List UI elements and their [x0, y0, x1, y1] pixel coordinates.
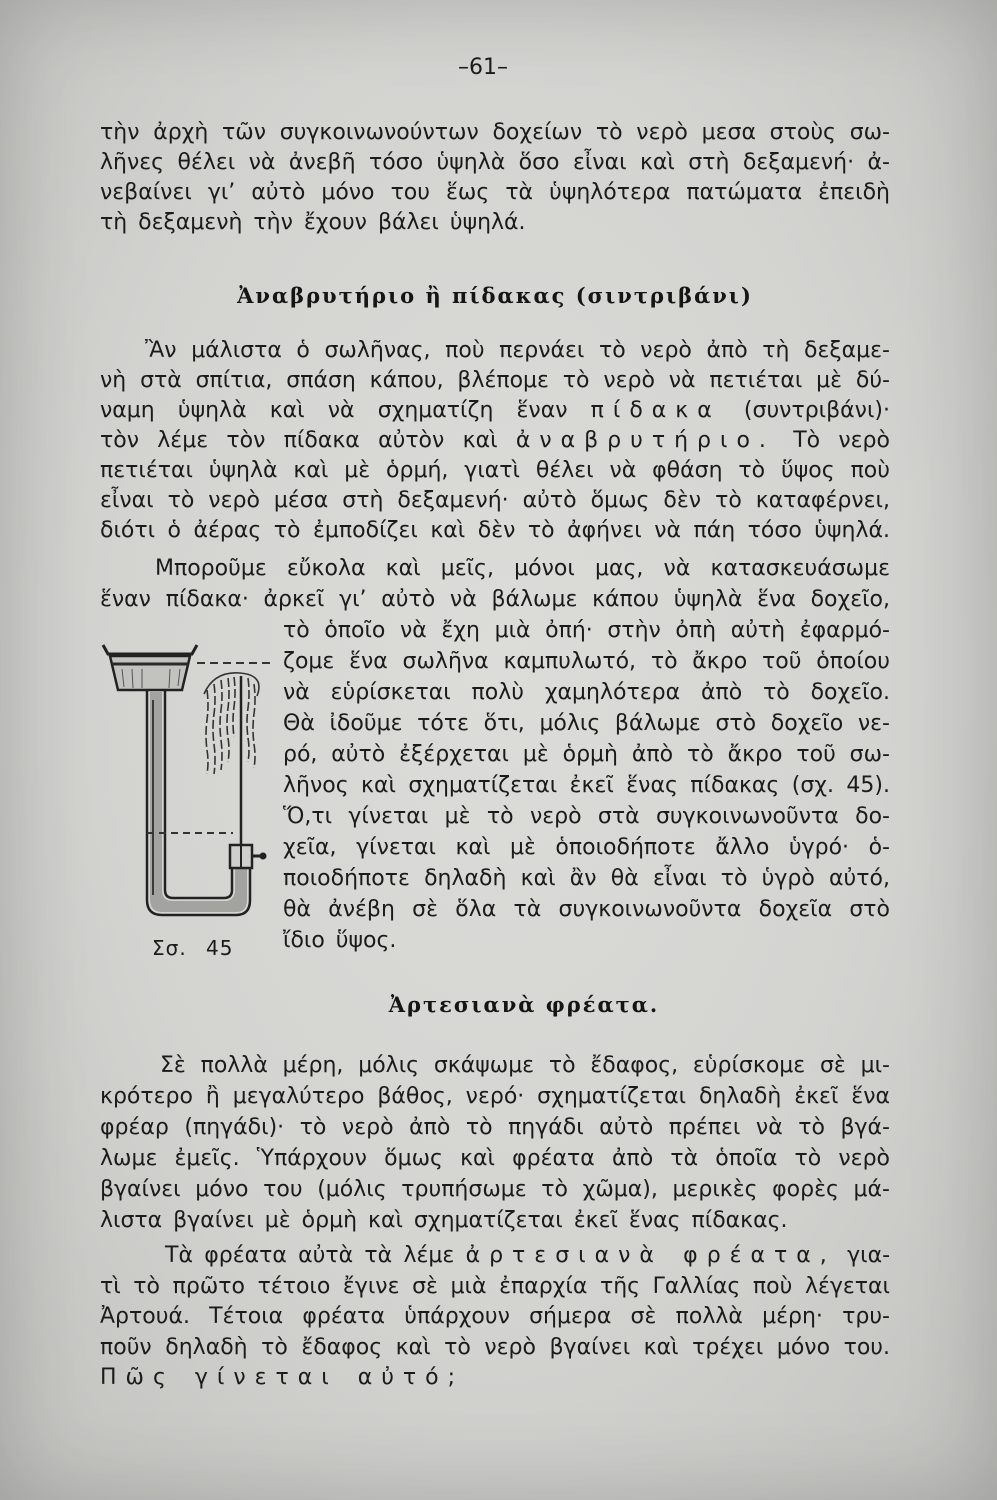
- text-line: λῆνες θέλει νὰ ἀνεβῆ τόσο ὑψηλὰ ὅσο εἶναι καὶ στὴ δεξαμενή· ἀ-: [100, 150, 890, 175]
- text-line: ποῦν δηλαδὴ τὸ ἔδαφος καὶ τὸ νερὸ βγαίνει καὶ τρέχει μόνο του.: [100, 1334, 890, 1360]
- text-line: χεῖα, γίνεται καὶ μὲ ὁποιοδήποτε ἄλλο ὑγρό· ὁ-: [283, 835, 890, 860]
- paragraph: [100, 1241, 890, 1394]
- text-line: τὸ ὁποῖο νὰ ἔχη μιὰ ὀπή· στὴν ὀπὴ αὐτὴ ἐφαρμό-: [283, 618, 890, 643]
- section-heading: Ἀρτεσιανὰ φρέατα.: [388, 992, 660, 1017]
- text-line: εἶναι τὸ νερὸ μέσα στὴ δεξαμενή· αὐτὸ ὅμως δὲν τὸ καταφέρνει,: [100, 488, 890, 513]
- text-line: Ἂν μάλιστα ὁ σωλῆνας, ποὺ περνάει τὸ νερὸ ἀπὸ τὴ δεξαμε-: [145, 338, 890, 363]
- line-text: ναμη ὑψηλὰ καὶ νὰ σχηματίζη ἕναν: [100, 398, 568, 423]
- text-line: ζομε ἕνα σωλῆνα καμπυλωτό, τὸ ἄκρο τοῦ ὁποίου: [283, 649, 890, 674]
- text-line: ἴδιο ὕψος.: [283, 928, 397, 953]
- text-line: κρότερο ἢ μεγαλύτερο βάθος, νερό· σχηματίζεται δηλαδὴ ἐκεῖ ἕνα: [100, 1084, 890, 1109]
- paragraph: [100, 1050, 890, 1236]
- water-jet: [204, 673, 259, 846]
- text-line: [100, 426, 890, 456]
- text-line: Σὲ πολλὰ μέρη, μόλις σκάψωμε τὸ ἔδαφος, εὑρίσκομε σὲ μι-: [160, 1053, 890, 1078]
- line-text: (συντριβάνι)·: [743, 398, 890, 423]
- spaced-emphasis: πίδακα: [590, 398, 721, 423]
- line-text: Τὸ νερὸ: [793, 428, 890, 453]
- text-line: Ὅ,τι γίνεται μὲ τὸ νερὸ στὰ συγκοινωνοῦντα δο-: [283, 804, 890, 829]
- text-line: ρό, αὐτὸ ἐξέρχεται μὲ ὁρμὴ ἀπὸ τὸ ἄκρο τοῦ σω-: [283, 742, 890, 767]
- line-text: για-: [847, 1243, 891, 1268]
- spaced-emphasis: Πῶς γίνεται αὐτό;: [100, 1365, 465, 1390]
- vessel: [103, 645, 197, 690]
- text-line: τὴ δεξαμενὴ τὴν ἔχουν βάλει ὑψηλά.: [100, 210, 526, 235]
- text-line: τὶ τὸ πρῶτο τέτοιο ἔγινε σὲ μιὰ ἐπαρχία τῆς Γαλλίας ποὺ λέγεται: [100, 1273, 890, 1299]
- text-line: ποιοδήποτε δηλαδὴ καὶ ἂν θὰ εἶναι τὸ ὑγρὸ αὐτό,: [283, 866, 890, 891]
- figure-caption: Σσ. 45: [152, 936, 234, 960]
- text-line: θὰ ἀνέβη σὲ ὅλα τὰ συγκοινωνοῦντα δοχεῖα στὸ: [283, 897, 890, 922]
- text-line: φρέαρ (πηγάδι)· τὸ νερὸ ἀπὸ τὸ πηγάδι αὐτὸ πρέπει νὰ τὸ βγά-: [100, 1115, 890, 1140]
- text-line: λωμε ἐμεῖς. Ὑπάρχουν ὅμως καὶ φρέατα ἀπὸ τὰ ὁποῖα τὸ νερὸ: [100, 1146, 890, 1171]
- text-line: τὴν ἀρχὴ τῶν συγκοινωνούντων δοχείων τὸ νερὸ μεσα στοὺς σω-: [100, 120, 890, 145]
- text-line: [100, 1363, 890, 1394]
- spaced-emphasis: ἀναβρυτήριο.: [515, 428, 775, 453]
- text-line: νὰ εὑρίσκεται πολὺ χαμηλότερα ἀπὸ τὸ δοχεῖο.: [283, 680, 890, 705]
- text-line: Μποροῦμε εὔκολα καὶ μεῖς, μόνοι μας, νὰ κατασκευάσωμε: [155, 556, 890, 581]
- section-heading: Ἀναβρυτήριο ἢ πίδακας (σιντριβάνι): [237, 283, 753, 308]
- text-line: λιστα βγαίνει μὲ ὁρμὴ καὶ σχηματίζεται ἐκεῖ ἕνας πίδακας.: [100, 1208, 788, 1233]
- u-tube: [147, 690, 250, 915]
- text-line: Ἀρτουά. Τέτοια φρέατα ὑπάρχουν σήμερα σὲ πολλὰ μέρη· τρυ-: [100, 1304, 890, 1329]
- line-text: τὸν λέμε τὸν πίδακα αὐτὸν καὶ: [100, 428, 498, 453]
- paragraph: [100, 118, 890, 238]
- text-line: διότι ὁ ἀέρας τὸ ἐμποδίζει καὶ δὲν τὸ ἀφήνει νὰ πάη τόσο ὑψηλά.: [100, 518, 890, 543]
- text-line: [100, 1241, 890, 1272]
- text-line: βγαίνει μόνο του (μόλις τρυπήσωμε τὸ χῶμα), μερικὲς φορὲς μά-: [100, 1177, 890, 1202]
- line-text: Τὰ φρέατα αὐτὰ τὰ λέμε: [165, 1243, 455, 1268]
- paragraph: [100, 336, 890, 546]
- text-line: νὴ στὰ σπίτια, σπάση κάπου, βλέπομε τὸ νερὸ νὰ πετιέται μὲ δύ-: [100, 368, 890, 393]
- text-line: Θὰ ἰδοῦμε τότε ὅτι, μόλις βάλωμε στὸ δοχεῖο νε-: [283, 711, 890, 736]
- page-number: –61–: [458, 55, 508, 80]
- text-line: λῆνος καὶ σχηματίζεται ἐκεῖ ἕνας πίδακας (σχ. 45).: [283, 773, 890, 798]
- text-line: ἕναν πίδακα· ἀρκεῖ γι’ αὐτὸ νὰ βάλωμε κάπου ὑψηλὰ ἕνα δοχεῖο,: [100, 587, 890, 612]
- text-line: [100, 396, 890, 426]
- text-line: πετιέται ὑψηλὰ καὶ μὲ ὁρμή, γιατὶ θέλει νὰ φθάση τὸ ὕψος ποὺ: [100, 458, 890, 483]
- spaced-emphasis: ἀρτεσιανὰ φρέατα,: [465, 1243, 836, 1268]
- text-line: νεβαίνει γι’ αὐτὸ μόνο του ἕως τὰ ὑψηλότερα πατώματα ἐπειδὴ: [100, 180, 890, 205]
- fountain-figure: [95, 636, 285, 928]
- valve: [230, 845, 267, 868]
